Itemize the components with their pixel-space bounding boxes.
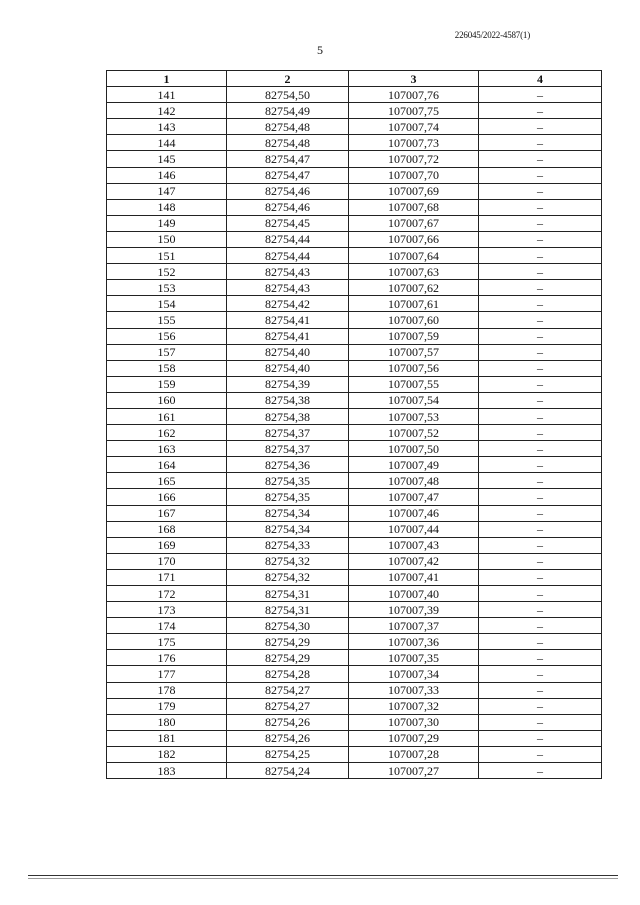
point-number-cell: 164 [107,457,227,473]
table-row [107,505,602,521]
note-cell: – [479,537,602,553]
note-cell: – [479,119,602,135]
note-cell: – [479,634,602,650]
note-cell: – [479,280,602,296]
y-coordinate-cell: 107007,39 [349,602,479,618]
table-row [107,746,602,762]
x-coordinate-cell: 82754,34 [227,521,349,537]
table-row [107,87,602,103]
x-coordinate-cell: 82754,42 [227,296,349,312]
point-number-cell: 143 [107,119,227,135]
note-cell: – [479,135,602,151]
y-coordinate-cell: 107007,47 [349,489,479,505]
y-coordinate-cell: 107007,42 [349,553,479,569]
x-coordinate-cell: 82754,24 [227,763,349,779]
note-cell: – [479,312,602,328]
table-row [107,425,602,441]
table-row [107,553,602,569]
point-number-cell: 160 [107,392,227,408]
point-number-cell: 177 [107,666,227,682]
point-number-cell: 172 [107,586,227,602]
x-coordinate-cell: 82754,33 [227,537,349,553]
table-row [107,489,602,505]
table-row [107,586,602,602]
x-coordinate-cell: 82754,44 [227,231,349,247]
note-cell: – [479,151,602,167]
point-number-cell: 142 [107,103,227,119]
table-row [107,618,602,634]
note-cell: – [479,682,602,698]
y-coordinate-cell: 107007,30 [349,714,479,730]
point-number-cell: 173 [107,602,227,618]
x-coordinate-cell: 82754,48 [227,119,349,135]
point-number-cell: 159 [107,376,227,392]
point-number-cell: 167 [107,505,227,521]
x-coordinate-cell: 82754,29 [227,650,349,666]
note-cell: – [479,473,602,489]
table-row [107,376,602,392]
y-coordinate-cell: 107007,41 [349,569,479,585]
note-cell: – [479,296,602,312]
note-cell: – [479,618,602,634]
x-coordinate-cell: 82754,28 [227,666,349,682]
x-coordinate-cell: 82754,36 [227,457,349,473]
x-coordinate-cell: 82754,32 [227,569,349,585]
point-number-cell: 165 [107,473,227,489]
y-coordinate-cell: 107007,64 [349,248,479,264]
column-header-1: 1 [107,71,227,87]
column-header-2: 2 [227,71,349,87]
note-cell: – [479,489,602,505]
y-coordinate-cell: 107007,36 [349,634,479,650]
y-coordinate-cell: 107007,62 [349,280,479,296]
y-coordinate-cell: 107007,29 [349,730,479,746]
table-body [107,87,602,779]
x-coordinate-cell: 82754,34 [227,505,349,521]
x-coordinate-cell: 82754,27 [227,698,349,714]
point-number-cell: 161 [107,408,227,424]
x-coordinate-cell: 82754,45 [227,215,349,231]
note-cell: – [479,183,602,199]
bottom-divider [28,875,618,876]
note-cell: – [479,521,602,537]
y-coordinate-cell: 107007,75 [349,103,479,119]
table-row [107,344,602,360]
y-coordinate-cell: 107007,35 [349,650,479,666]
y-coordinate-cell: 107007,55 [349,376,479,392]
x-coordinate-cell: 82754,37 [227,441,349,457]
y-coordinate-cell: 107007,73 [349,135,479,151]
y-coordinate-cell: 107007,33 [349,682,479,698]
note-cell: – [479,650,602,666]
x-coordinate-cell: 82754,29 [227,634,349,650]
table-row [107,602,602,618]
point-number-cell: 141 [107,87,227,103]
x-coordinate-cell: 82754,46 [227,183,349,199]
table-row [107,199,602,215]
y-coordinate-cell: 107007,61 [349,296,479,312]
x-coordinate-cell: 82754,30 [227,618,349,634]
table-row [107,296,602,312]
point-number-cell: 166 [107,489,227,505]
x-coordinate-cell: 82754,44 [227,248,349,264]
column-header-3: 3 [349,71,479,87]
point-number-cell: 170 [107,553,227,569]
y-coordinate-cell: 107007,44 [349,521,479,537]
y-coordinate-cell: 107007,27 [349,763,479,779]
table-row [107,183,602,199]
y-coordinate-cell: 107007,56 [349,360,479,376]
y-coordinate-cell: 107007,54 [349,392,479,408]
y-coordinate-cell: 107007,57 [349,344,479,360]
y-coordinate-cell: 107007,37 [349,618,479,634]
y-coordinate-cell: 107007,67 [349,215,479,231]
note-cell: – [479,666,602,682]
table-row [107,328,602,344]
x-coordinate-cell: 82754,43 [227,280,349,296]
x-coordinate-cell: 82754,41 [227,312,349,328]
table-row [107,408,602,424]
x-coordinate-cell: 82754,26 [227,730,349,746]
point-number-cell: 148 [107,199,227,215]
point-number-cell: 169 [107,537,227,553]
y-coordinate-cell: 107007,59 [349,328,479,344]
table-row [107,634,602,650]
point-number-cell: 147 [107,183,227,199]
y-coordinate-cell: 107007,74 [349,119,479,135]
y-coordinate-cell: 107007,68 [349,199,479,215]
note-cell: – [479,215,602,231]
x-coordinate-cell: 82754,38 [227,408,349,424]
y-coordinate-cell: 107007,53 [349,408,479,424]
table-row [107,231,602,247]
y-coordinate-cell: 107007,69 [349,183,479,199]
point-number-cell: 145 [107,151,227,167]
y-coordinate-cell: 107007,76 [349,87,479,103]
table-row [107,730,602,746]
note-cell: – [479,328,602,344]
x-coordinate-cell: 82754,35 [227,489,349,505]
point-number-cell: 153 [107,280,227,296]
document-number: 226045/2022-4587(1) [454,30,530,40]
y-coordinate-cell: 107007,66 [349,231,479,247]
x-coordinate-cell: 82754,38 [227,392,349,408]
table-row [107,521,602,537]
x-coordinate-cell: 82754,50 [227,87,349,103]
x-coordinate-cell: 82754,26 [227,714,349,730]
y-coordinate-cell: 107007,52 [349,425,479,441]
note-cell: – [479,264,602,280]
x-coordinate-cell: 82754,27 [227,682,349,698]
point-number-cell: 175 [107,634,227,650]
note-cell: – [479,569,602,585]
note-cell: – [479,441,602,457]
point-number-cell: 183 [107,763,227,779]
point-number-cell: 174 [107,618,227,634]
table-row [107,666,602,682]
table-row [107,650,602,666]
table-row [107,248,602,264]
table-row [107,714,602,730]
note-cell: – [479,746,602,762]
x-coordinate-cell: 82754,31 [227,586,349,602]
table-row [107,103,602,119]
point-number-cell: 171 [107,569,227,585]
x-coordinate-cell: 82754,41 [227,328,349,344]
note-cell: – [479,408,602,424]
page-number: 5 [317,43,323,57]
note-cell: – [479,698,602,714]
note-cell: – [479,553,602,569]
column-header-4: 4 [479,71,602,87]
point-number-cell: 149 [107,215,227,231]
note-cell: – [479,103,602,119]
table-row [107,312,602,328]
x-coordinate-cell: 82754,39 [227,376,349,392]
point-number-cell: 176 [107,650,227,666]
x-coordinate-cell: 82754,32 [227,553,349,569]
x-coordinate-cell: 82754,47 [227,151,349,167]
note-cell: – [479,586,602,602]
y-coordinate-cell: 107007,63 [349,264,479,280]
point-number-cell: 182 [107,746,227,762]
note-cell: – [479,730,602,746]
point-number-cell: 163 [107,441,227,457]
point-number-cell: 154 [107,296,227,312]
table-row [107,698,602,714]
y-coordinate-cell: 107007,50 [349,441,479,457]
point-number-cell: 181 [107,730,227,746]
bottom-divider-secondary [28,878,618,879]
x-coordinate-cell: 82754,47 [227,167,349,183]
table-row [107,392,602,408]
point-number-cell: 179 [107,698,227,714]
table-row [107,441,602,457]
coordinates-table [106,70,602,779]
note-cell: – [479,231,602,247]
y-coordinate-cell: 107007,70 [349,167,479,183]
note-cell: – [479,360,602,376]
table-row [107,280,602,296]
note-cell: – [479,602,602,618]
note-cell: – [479,505,602,521]
point-number-cell: 146 [107,167,227,183]
x-coordinate-cell: 82754,43 [227,264,349,280]
note-cell: – [479,87,602,103]
x-coordinate-cell: 82754,40 [227,344,349,360]
point-number-cell: 156 [107,328,227,344]
x-coordinate-cell: 82754,48 [227,135,349,151]
note-cell: – [479,763,602,779]
table-row [107,151,602,167]
y-coordinate-cell: 107007,49 [349,457,479,473]
y-coordinate-cell: 107007,48 [349,473,479,489]
x-coordinate-cell: 82754,35 [227,473,349,489]
x-coordinate-cell: 82754,46 [227,199,349,215]
y-coordinate-cell: 107007,40 [349,586,479,602]
point-number-cell: 150 [107,231,227,247]
x-coordinate-cell: 82754,31 [227,602,349,618]
note-cell: – [479,425,602,441]
y-coordinate-cell: 107007,32 [349,698,479,714]
table-row [107,119,602,135]
note-cell: – [479,392,602,408]
point-number-cell: 155 [107,312,227,328]
x-coordinate-cell: 82754,25 [227,746,349,762]
table-header-row [107,71,602,87]
note-cell: – [479,248,602,264]
x-coordinate-cell: 82754,37 [227,425,349,441]
note-cell: – [479,714,602,730]
note-cell: – [479,199,602,215]
y-coordinate-cell: 107007,46 [349,505,479,521]
y-coordinate-cell: 107007,72 [349,151,479,167]
point-number-cell: 168 [107,521,227,537]
note-cell: – [479,344,602,360]
note-cell: – [479,376,602,392]
note-cell: – [479,457,602,473]
y-coordinate-cell: 107007,43 [349,537,479,553]
point-number-cell: 180 [107,714,227,730]
note-cell: – [479,167,602,183]
y-coordinate-cell: 107007,34 [349,666,479,682]
y-coordinate-cell: 107007,28 [349,746,479,762]
point-number-cell: 152 [107,264,227,280]
table-row [107,135,602,151]
table-row [107,167,602,183]
x-coordinate-cell: 82754,49 [227,103,349,119]
table-row [107,537,602,553]
y-coordinate-cell: 107007,60 [349,312,479,328]
table-row [107,473,602,489]
point-number-cell: 178 [107,682,227,698]
table-row [107,215,602,231]
point-number-cell: 162 [107,425,227,441]
point-number-cell: 144 [107,135,227,151]
table-row [107,763,602,779]
table-row [107,360,602,376]
point-number-cell: 157 [107,344,227,360]
table-row [107,682,602,698]
table-row [107,569,602,585]
table-row [107,457,602,473]
point-number-cell: 151 [107,248,227,264]
point-number-cell: 158 [107,360,227,376]
x-coordinate-cell: 82754,40 [227,360,349,376]
table-row [107,264,602,280]
